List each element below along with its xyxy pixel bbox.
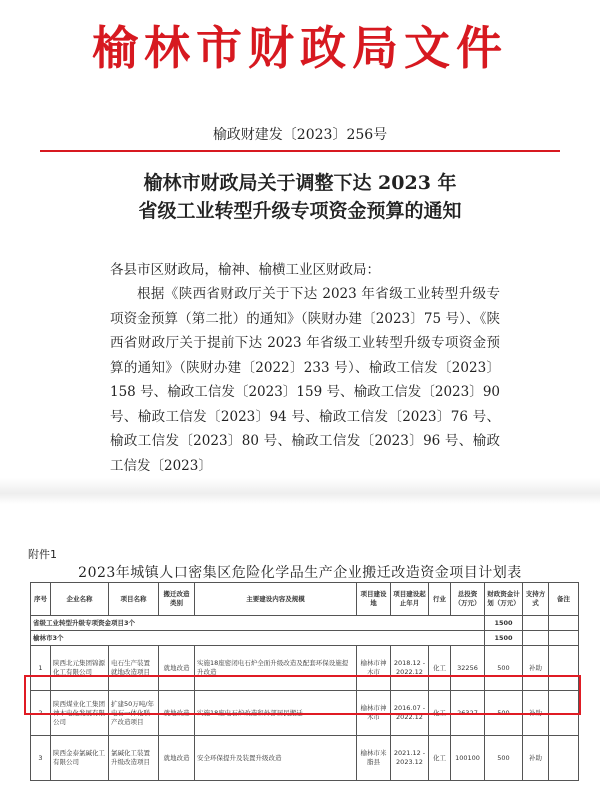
column-header: 项目建设起止年月 [391, 583, 429, 616]
cell-method: 补助 [523, 646, 549, 691]
cell-project: 氯碱化工装置升级改造项目 [109, 736, 159, 781]
document-number: 榆政财建发〔2023〕256号 [212, 127, 388, 143]
table-header-row [31, 583, 579, 616]
column-header: 主要建设内容及规模 [195, 583, 357, 616]
document-title-line1: 榆林市财政局关于调整下达 2023 年 [143, 172, 457, 194]
cell-period: 2021.12 - 2023.12 [391, 736, 429, 781]
document-title-line2: 省级工业转型升级专项资金预算的通知 [138, 200, 462, 222]
cell-no: 2 [31, 691, 51, 736]
cell-investment: 100100 [451, 736, 485, 781]
cell-category: 就地改造 [159, 691, 195, 736]
cell-fund: 500 [485, 691, 523, 736]
column-header: 搬迁改造类别 [159, 583, 195, 616]
cell-company: 陕西金泰氯碱化工有限公司 [51, 736, 109, 781]
cell-content: 安全环保提升及装置升级改造 [195, 736, 357, 781]
cell-fund: 500 [485, 646, 523, 691]
cell-period: 2016.07 - 2022.12 [391, 691, 429, 736]
column-header: 企业名称 [51, 583, 109, 616]
column-header: 行业 [429, 583, 451, 616]
cell-location: 榆林市米脂县 [357, 736, 391, 781]
group-row [31, 616, 579, 631]
header-divider [40, 150, 560, 152]
cell-investment: 26327 [451, 691, 485, 736]
body-paragraph: 根据《陕西省财政厅关于下达 2023 年省级工业转型升级专项资金预算（第二批）的通知》（陕财办建〔2023〕75 号）、《陕西省财政厅关于提前下达 2023 年省级工业转型升级专项资金预算的通知》（陕财办建〔2022〕233 号）、榆政工信发〔2023〕158 号、榆政工信发〔2023〕159 号、榆政工信发〔2023〕90 号、榆政工信发〔2023〕94 号、榆政工信发〔2023〕76 号、榆政工信发〔2023〕80 号、榆政工信发〔2023〕96 号、榆政工信发〔2023〕 [110, 286, 500, 474]
cell-method: 补助 [523, 736, 549, 781]
group-label: 省级工业转型升级专项资金项目3个 [31, 616, 485, 631]
table-row [31, 736, 579, 781]
cell-fund: 500 [485, 736, 523, 781]
table-title: 2023年城镇人口密集区危险化学品生产企业搬迁改造资金项目计划表 [78, 565, 522, 581]
column-header: 总投资（万元） [451, 583, 485, 616]
column-header: 项目建设地 [357, 583, 391, 616]
column-header: 支持方式 [523, 583, 549, 616]
cell-location: 榆林市神木市 [357, 691, 391, 736]
group-label: 榆林市3个 [31, 631, 485, 646]
cell-company: 陕西煤业化工集团神木电化发展有限公司 [51, 691, 109, 736]
annex-label: 附件1 [28, 548, 57, 561]
cell-company: 陕西北元集团锦源化工有限公司 [51, 646, 109, 691]
cell-industry: 化工 [429, 646, 451, 691]
cell-industry: 化工 [429, 736, 451, 781]
document-header: 榆林市财政局文件 [92, 21, 508, 75]
cell-category: 就地改造 [159, 736, 195, 781]
cell-location: 榆林市神木市 [357, 646, 391, 691]
column-header: 序号 [31, 583, 51, 616]
column-header: 项目名称 [109, 583, 159, 616]
recipients: 各县市区财政局，榆神、榆横工业区财政局： [110, 262, 380, 278]
cell-category: 就地改造 [159, 646, 195, 691]
cell-method: 补助 [523, 691, 549, 736]
cell-industry: 化工 [429, 691, 451, 736]
cell-content: 实施18座电石炉改造和外部居民搬迁 [195, 691, 357, 736]
cell-investment: 32256 [451, 646, 485, 691]
row-highlight-box [24, 675, 581, 715]
page-fold-shadow [0, 478, 600, 504]
cell-project: 扩建50万吨/年电石一体化联产改造项目 [109, 691, 159, 736]
group-row [31, 631, 579, 646]
group-amount: 1500 [485, 616, 523, 631]
cell-remark [549, 736, 579, 781]
cell-content: 实施18座密闭电石炉全面升级改造及配套环保设施提升改造 [195, 646, 357, 691]
cell-no: 3 [31, 736, 51, 781]
cell-project: 电石生产装置就地改造项目 [109, 646, 159, 691]
column-header: 财政资金计划（万元） [485, 583, 523, 616]
cell-no: 1 [31, 646, 51, 691]
column-header: 备注 [549, 583, 579, 616]
cell-period: 2018.12 - 2022.12 [391, 646, 429, 691]
group-amount: 1500 [485, 631, 523, 646]
